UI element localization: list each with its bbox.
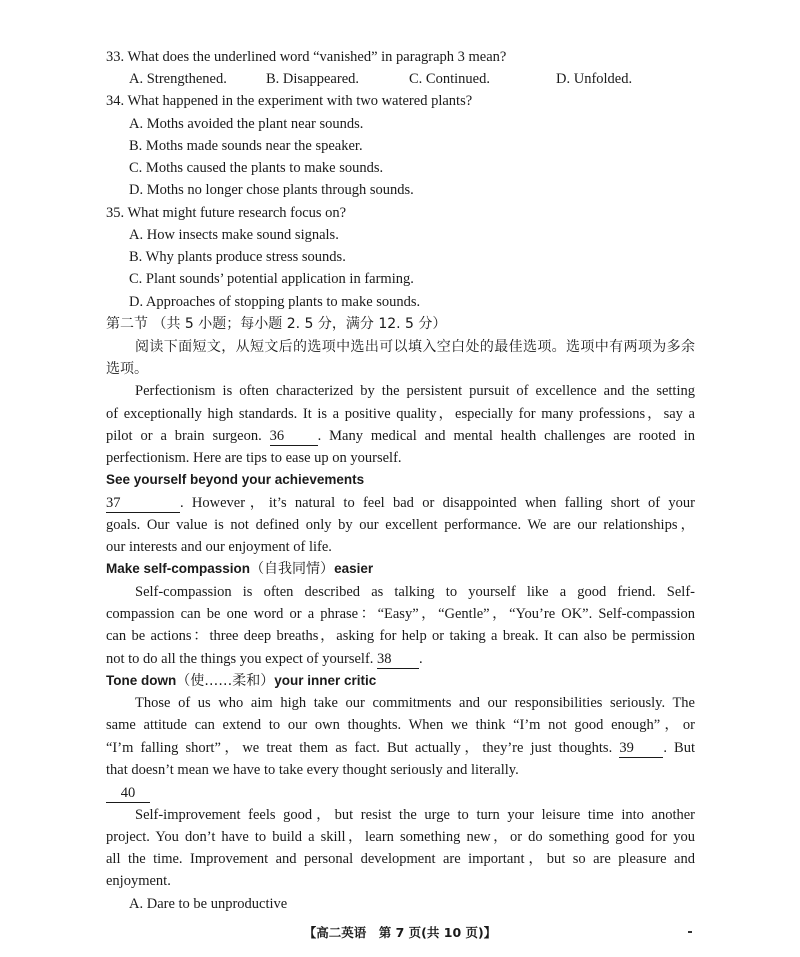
answer-option-a[interactable]: A. Dare to be unproductive	[129, 896, 288, 912]
q34-option-c[interactable]: C. Moths caused the plants to make sounds.	[129, 160, 384, 176]
paragraph-1-line-3	[106, 426, 695, 446]
q33-stem: 33. What does the underlined word “vanished” in paragraph 3 mean?	[106, 49, 507, 65]
paragraph-1-text-b: . Many medical and mental health challenges are rooted in	[317, 428, 695, 444]
paragraph-2-line-2: goals. Our value is not defined only by our excellent performance. We are our relationships，	[106, 517, 695, 533]
heading-3-text-a: Tone down	[106, 673, 177, 688]
heading-inner-critic	[106, 671, 376, 691]
paragraph-1-line-1: Perfectionism is often characterized by the persistent pursuit of excellence and the setting	[135, 383, 695, 399]
q35-option-c[interactable]: C. Plant sounds’ potential application in farming.	[129, 271, 414, 287]
q35-stem: 35. What might future research focus on?	[106, 205, 347, 221]
blank-40[interactable]: 40	[106, 785, 150, 803]
blank-38[interactable]: 38	[377, 651, 419, 669]
section-instructions-line-2: 选项。	[106, 361, 148, 377]
page-mark	[688, 931, 692, 933]
section-title: 第二节 （共 5 小题；每小题 2. 5 分，满分 12. 5 分）	[106, 316, 447, 332]
q34-option-b[interactable]: B. Moths made sounds near the speaker.	[129, 138, 363, 154]
q35-option-b[interactable]: B. Why plants produce stress sounds.	[129, 249, 346, 265]
paragraph-4-text-b: . But	[663, 740, 695, 756]
paragraph-1-line-2: of exceptionally high standards. It is a positive quality，especially for many professions，say a	[106, 406, 695, 422]
q33-option-c[interactable]: C. Continued.	[409, 71, 490, 87]
paragraph-4-line-1: Those of us who aim high take our commitments and our responsibilities seriously. The	[135, 695, 695, 711]
q33-options	[0, 69, 800, 89]
q34-option-d[interactable]: D. Moths no longer chose plants through sounds.	[129, 182, 414, 198]
paragraph-5-line-1: Self-improvement feels good，but resist the urge to turn your leisure time into another	[135, 807, 695, 823]
q33-option-d[interactable]: D. Unfolded.	[556, 71, 633, 87]
paragraph-3-line-2: compassion can be one word or a phrase：“Easy”，“Gentle”，“You’re OK”. Self-compassion	[106, 606, 695, 622]
paragraph-3-text-b: .	[419, 651, 423, 667]
heading-3-text-b: your inner critic	[274, 673, 377, 688]
heading-2-chinese: （自我同情）	[250, 561, 335, 577]
paragraph-2-line-1	[106, 493, 695, 513]
paragraph-4-line-2: same attitude can extend to our own thoughts. When we think “I’m not good enough”，or	[106, 717, 695, 733]
heading-blank-40	[106, 783, 150, 803]
section-instructions-line-1: 阅读下面短文，从短文后的选项中选出可以填入空白处的最佳选项。选项中有两项为多余	[135, 339, 695, 355]
paragraph-1-text-a: pilot or a brain surgeon.	[106, 428, 270, 444]
q35-option-d[interactable]: D. Approaches of stopping plants to make sounds.	[129, 294, 421, 310]
q34-option-a[interactable]: A. Moths avoided the plant near sounds.	[129, 116, 364, 132]
q35-option-a[interactable]: A. How insects make sound signals.	[129, 227, 339, 243]
heading-3-chinese: （使……柔和）	[176, 673, 275, 689]
paragraph-1-line-4: perfectionism. Here are tips to ease up on yourself.	[106, 450, 402, 466]
paragraph-4-line-4: that doesn’t mean we have to take every thought seriously and literally.	[106, 762, 519, 778]
heading-achievements: See yourself beyond your achievements	[106, 472, 365, 487]
paragraph-3-line-4	[106, 649, 695, 669]
paragraph-5-line-3: all the time. Improvement and personal development are important，but so are pleasure and	[106, 851, 695, 867]
page-footer: 【高二英语 第 7 页(共 10 页)】	[303, 925, 497, 940]
blank-39[interactable]: 39	[619, 740, 663, 758]
q33-option-b[interactable]: B. Disappeared.	[266, 71, 360, 87]
heading-2-text-b: easier	[334, 561, 374, 576]
paragraph-3-line-3: can be actions：three deep breaths，asking for help or taking a break. It can also be permission	[106, 628, 695, 644]
blank-37[interactable]: 37	[106, 495, 180, 513]
paragraph-2-text: . However，it’s natural to feel bad or disappointed when falling short of your	[180, 495, 695, 511]
paragraph-3-line-1: Self-compassion is often described as talking to yourself like a good friend. Self-	[135, 584, 695, 600]
heading-self-compassion	[106, 559, 373, 579]
blank-36[interactable]: 36	[270, 428, 318, 446]
paragraph-3-text-a: not to do all the things you expect of yourself.	[106, 651, 378, 667]
paragraph-5-line-4: enjoyment.	[106, 873, 171, 889]
paragraph-4-text-a: “I’m falling short”，we treat them as fact. But actually，they’re just thoughts.	[106, 740, 620, 756]
q34-stem: 34. What happened in the experiment with two watered plants?	[106, 93, 473, 109]
heading-2-text-a: Make self-compassion	[106, 561, 251, 576]
paragraph-4-line-3	[106, 738, 695, 758]
paragraph-5-line-2: project. You don’t have to build a skill，learn something new，or do something good for you	[106, 829, 696, 845]
q33-option-a[interactable]: A. Strengthened.	[129, 71, 227, 87]
paragraph-2-line-3: our interests and our enjoyment of life.	[106, 539, 332, 555]
